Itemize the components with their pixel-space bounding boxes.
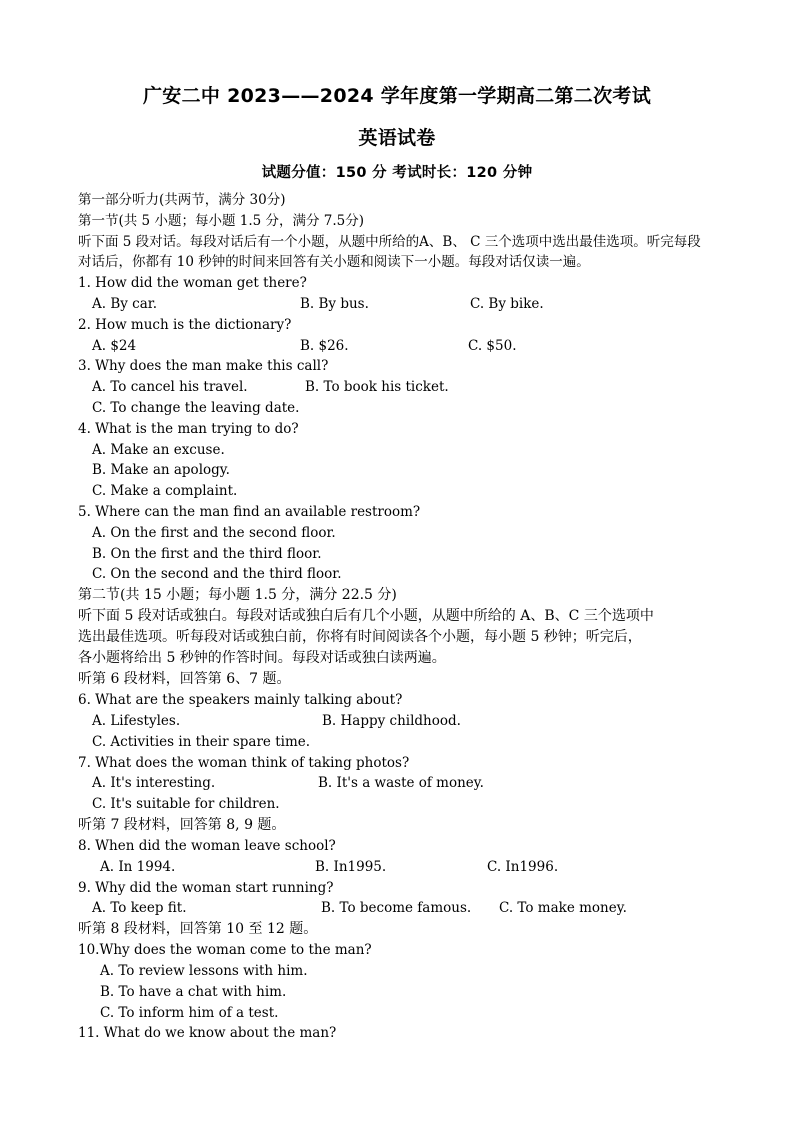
option-b: B. By bus. [300,295,369,312]
section1-heading: 第一节(共 5 小题；每小题 1.5 分，满分 7.5分) [78,212,365,229]
option-c: C. By bike. [470,295,544,312]
option-b: B. It's a waste of money. [318,775,484,792]
section1-instruction: 对话后，你都有 10 秒钟的时间来回答有关小题和阅读下一小题。每段对话仅读一遍。 [78,254,590,271]
option-b: B. Happy childhood. [322,712,461,729]
exam-subject: 英语试卷 [358,127,436,149]
option-b: B. On the first and the third floor. [92,545,322,562]
option-c: C. It's suitable for children. [92,796,280,813]
option-b: B. To book his ticket. [305,379,449,396]
option-c: C. On the second and the third floor. [92,566,342,583]
option-row [78,898,728,919]
question-stem: 8. When did the woman leave school? [78,837,336,854]
section2-instruction: 各小题将给出 5 秒钟的作答时间。每段对话或独白读两遍。 [78,650,446,667]
material-heading: 听第 6 段材料，回答第 6、7 题。 [78,671,291,688]
question-stem: 10.Why does the woman come to the man? [78,942,372,959]
option-b: B. To have a chat with him. [100,983,287,1000]
option-c: C. $50. [468,337,517,354]
option-a: A. By car. [92,295,158,312]
section2-instruction: 听下面 5 段对话或独白。每段对话或独白后有几个小题，从题中所给的 A、B、C 三个选项中 [78,608,654,625]
section2-heading: 第二节(共 15 小题；每小题 1.5 分，满分 22.5 分) [78,587,397,604]
question-stem: 6. What are the speakers mainly talking about? [78,692,403,709]
question-stem: 7. What does the woman think of taking photos? [78,754,410,771]
option-a: A. It's interesting. [92,775,216,792]
option-c: C. To make money. [499,900,627,917]
option-row [78,294,728,315]
option-row [78,336,728,357]
material-heading: 听第 8 段材料，回答第 10 至 12 题。 [78,921,318,938]
option-row [78,773,728,794]
option-row [78,711,728,732]
option-b: B. To become famous. [321,900,472,917]
material-heading: 听第 7 段材料，回答第 8, 9 题。 [78,816,286,833]
option-a: A. To review lessons with him. [100,962,308,979]
question-stem: 5. Where can the man find an available restroom? [78,503,421,520]
option-row [78,857,728,878]
question-stem: 2. How much is the dictionary? [78,316,292,333]
option-c: C. To change the leaving date. [92,399,300,416]
part1-heading: 第一部分听力(共两节，满分 30分) [78,192,286,208]
option-c: C. Activities in their spare time. [92,733,311,750]
section1-instruction: 听下面 5 段对话。每段对话后有一个小题，从题中所给的A、B、 C 三个选项中选出最佳选项。听完每段 [78,233,701,250]
option-c: C. In1996. [487,858,559,875]
option-row [78,377,728,398]
option-c: C. To inform him of a test. [100,1004,279,1021]
option-a: A. In 1994. [100,858,176,875]
exam-info: 试题分值：150 分 考试时长：120 分钟 [261,165,533,181]
option-b: B. In1995. [315,858,387,875]
option-a: A. To cancel his travel. [92,379,248,396]
exam-body [78,190,728,1044]
question-stem: 11. What do we know about the man? [78,1025,337,1042]
option-a: A. Lifestyles. [92,712,181,729]
section2-instruction: 选出最佳选项。听每段对话或独白前，你将有时间阅读各个小题，每小题 5 秒钟；听完后， [78,629,642,646]
option-a: A. On the first and the second floor. [92,524,336,541]
option-c: C. Make a complaint. [92,483,238,500]
question-stem: 4. What is the man trying to do? [78,420,299,437]
option-a: A. Make an excuse. [92,441,225,458]
exam-title: 广安二中 2023——2024 学年度第一学期高二第二次考试 [143,85,651,107]
option-a: A. To keep fit. [92,900,187,917]
question-stem: 1. How did the woman get there? [78,275,307,292]
question-stem: 9. Why did the woman start running? [78,879,334,896]
question-stem: 3. Why does the man make this call? [78,358,329,375]
option-b: B. Make an apology. [92,462,230,479]
option-b: B. $26. [300,337,349,354]
option-a: A. $24 [92,337,137,354]
